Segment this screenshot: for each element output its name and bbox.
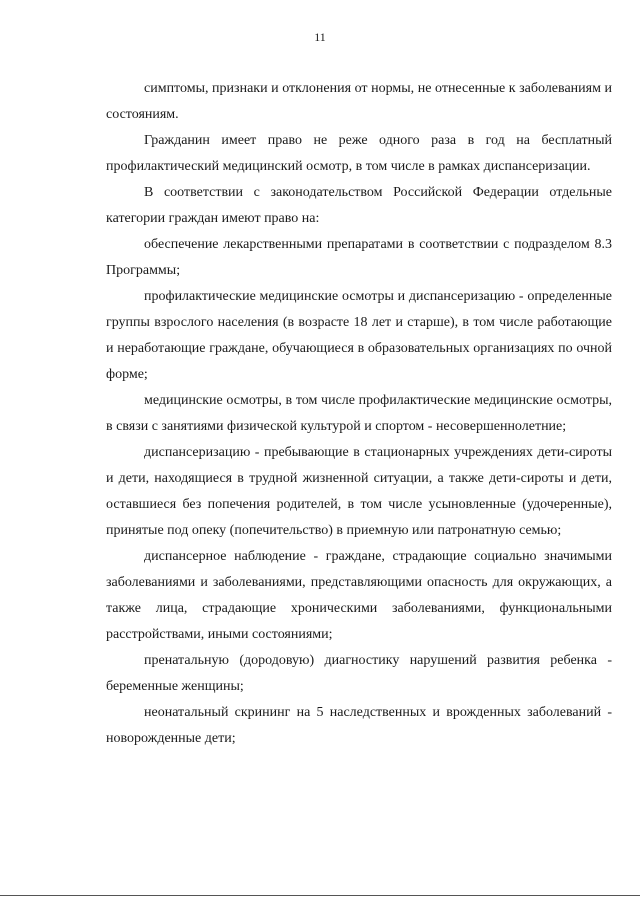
document-body	[106, 76, 612, 752]
paragraph-continuation: симптомы, признаки и отклонения от нормы, не отнесенные к заболеваниям и состояниям.	[106, 81, 612, 122]
paragraph-prenatal-diagnostics: пренатальную (дородовую) диагностику нарушений развития ребенка - беременные женщины;	[106, 653, 612, 694]
paragraph-sports-checkups: медицинские осмотры, в том числе профилактические медицинские осмотры, в связи с занятиями физической культурой и спортом - несовершеннолетние;	[106, 393, 612, 434]
page-bottom-border	[0, 895, 640, 896]
paragraph-dispensary-observation: диспансерное наблюдение - граждане, страдающие социально значимыми заболеваниями и заболеваниями, представляющими опасность для окружающих, а также лица, страдающие хроническими заболеваниями, функциональными расстройствами, иными состояниями;	[106, 549, 612, 642]
page-number: 11	[314, 30, 326, 44]
paragraph-categories-intro: В соответствии с законодательством Российской Федерации отдельные категории граждан имеют право на:	[106, 185, 612, 226]
paragraph-orphans-dispensarization: диспансеризацию - пребывающие в стационарных учреждениях дети-сироты и дети, находящиеся в трудной жизненной ситуации, а также дети-сироты и дети, оставшиеся без попечения родителей, в том числе усыновленные (удочеренные), принятые под опеку (попечительство) в приемную или патронатную семью;	[106, 445, 612, 538]
paragraph-preventive-checkup-right: Гражданин имеет право не реже одного раза в год на бесплатный профилактический медицинский осмотр, в том числе в рамках диспансеризации.	[106, 133, 612, 174]
paragraph-medicines: обеспечение лекарственными препаратами в соответствии с подразделом 8.3 Программы;	[106, 237, 612, 278]
paragraph-adult-checkups: профилактические медицинские осмотры и диспансеризацию - определенные группы взрослого населения (в возрасте 18 лет и старше), в том числе работающие и неработающие граждане, обучающиеся в образовательных организациях по очной форме;	[106, 289, 612, 382]
paragraph-neonatal-screening: неонатальный скрининг на 5 наследственных и врожденных заболеваний - новорожденные дети;	[106, 705, 612, 746]
